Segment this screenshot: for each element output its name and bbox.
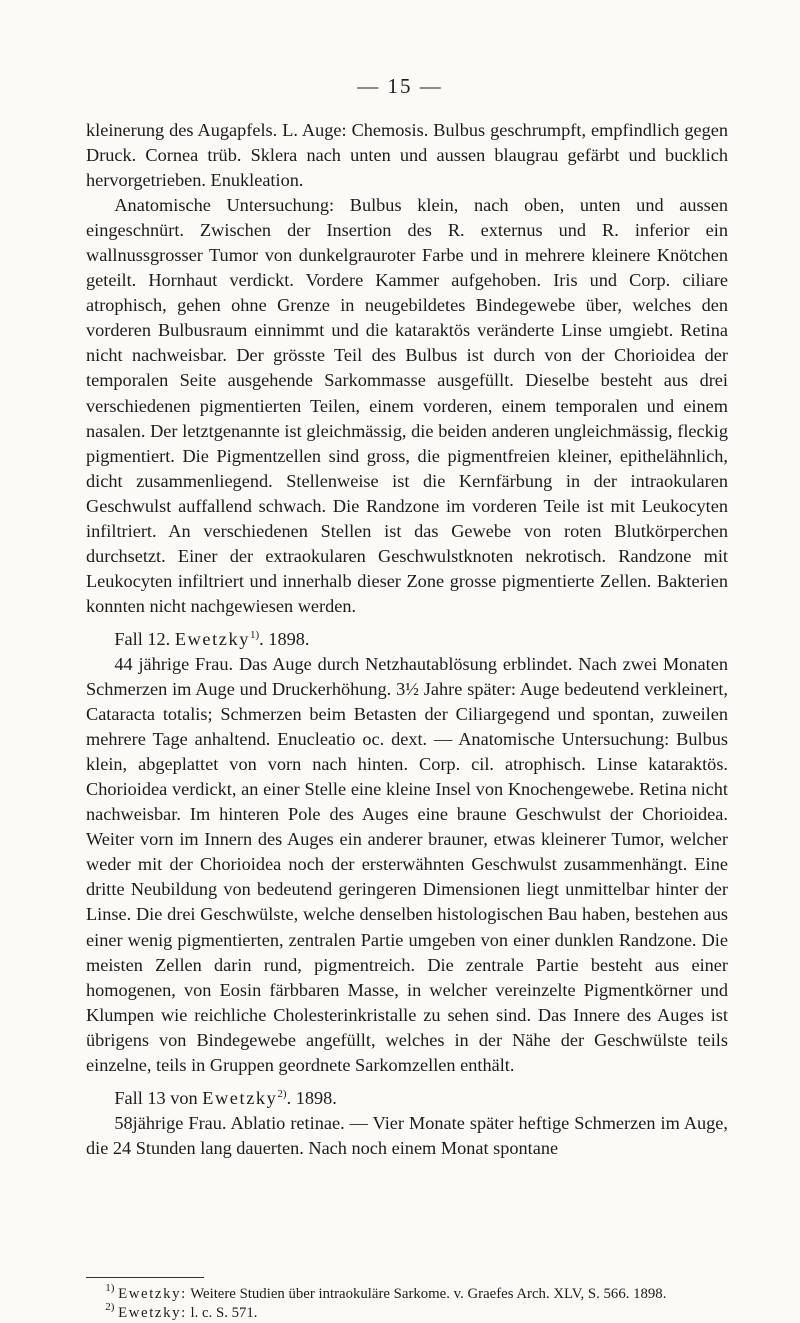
footnote-1-mark: 1) (105, 1282, 115, 1294)
case-13-year: . 1898. (286, 1087, 337, 1108)
footnote-divider (86, 1277, 204, 1278)
paragraph-continuation: kleinerung des Augapfels. L. Auge: Chemosis. Bulbus geschrumpft, empfindlich gegen Druck. Cornea trüb. Sklera nach unten und aussen blaugrau gefärbt und bucklich hervorgetrieben. Enukleation. (86, 120, 728, 191)
footnote-1 (86, 1282, 728, 1304)
paragraph-case-13: 58jährige Frau. Ablatio retinae. — Vier Monate später heftige Schmerzen im Auge, die 24 Stunden lang dauerten. Nach noch einem Monat spontane (86, 1112, 728, 1158)
footnote-ref-2: 2) (277, 1087, 287, 1100)
page-number: — 15 — (357, 74, 443, 98)
case-12-heading (86, 627, 728, 652)
footnote-1-text: Weitere Studien über intraokuläre Sarkome. v. Graefes Arch. XLV, S. 566. 1898. (190, 1286, 667, 1302)
case-13-author: Ewetzky (202, 1087, 278, 1108)
footnote-2-mark: 2) (105, 1301, 115, 1313)
footnotes (86, 1282, 728, 1323)
footnote-1-author: Ewetzky: (118, 1286, 187, 1302)
footnote-2-author: Ewetzky: (118, 1305, 187, 1321)
footnote-ref-1: 1) (249, 628, 260, 641)
main-text (86, 118, 728, 1161)
footnote-2-text: l. c. S. 571. (190, 1305, 258, 1321)
case-13-heading (86, 1086, 728, 1111)
case-13-label: Fall 13 von (114, 1087, 198, 1108)
case-12-label: Fall 12. (114, 628, 171, 649)
paragraph-case-12: 44 jährige Frau. Das Auge durch Netzhautablösung erblindet. Nach zwei Monaten Schmerzen im Auge und Druckerhöhung. 3½ Jahre später: Auge bedeutend verkleinert, Cataracta totalis; Schmerzen beim Betasten der Ciliargegend und spontan, zuweilen mehrere Tage anhaltend. Enucleatio oc. dext. — Anatomische Untersuchung: Bulbus klein, abgeplattet von vorn nach hinten. Corp. cil. atrophisch. Linse kataraktös. Chorioidea verdickt, an einer Stelle eine kleine Insel von Knochengewebe. Retina nicht nachweisbar. Im hinteren Pole des Auges eine braune Geschwulst der Chorioidea. Weiter vorn im Innern des Auges ein anderer brauner, etwas kleinerer Tumor, welcher weder mit der Chorioidea noch der ersterwähnten Geschwulst zusammenhängt. Eine dritte Neubildung von bedeutend geringeren Dimensionen liegt unmittelbar hinter der Linse. Die drei Geschwülste, welche denselben histologischen Bau haben, bestehen aus einer wenig pigmentierten, zentralen Partie umgeben von einer dunklen Randzone. Die meisten Zellen darin rund, pigmentreich. Die zentrale Partie besteht aus einer homogenen, von Eosin färbbaren Masse, in welcher vereinzelte Pigmentkörner und Klumpen wie reichliche Cholesterinkristalle zu sehen sind. Das Innere des Auges ist übrigens von Bindegewebe angefüllt, welches in der Nähe der Geschwülste teils einzelne, teils in Gruppen geordnete Sarkomzellen enthält. (86, 653, 728, 1075)
footnote-2 (86, 1301, 728, 1323)
case-12-author: Ewetzky (174, 628, 250, 649)
paragraph-anatomical-exam: Anatomische Untersuchung: Bulbus klein, nach oben, unten und aussen eingeschnürt. Zwischen der Insertion des R. externus und R. inferior ein wallnussgrosser Tumor von dunkelgrauroter Farbe und in mehrere kleinere Knötchen geteilt. Hornhaut verdickt. Vordere Kammer aufgehoben. Iris und Corp. ciliare atrophisch, gehen ohne Grenze in neugebildetes Bindegewebe über, welches den vorderen Bulbusraum einnimmt und die kataraktös veränderte Linse umgiebt. Retina nicht nachweisbar. Der grösste Teil des Bulbus ist durch von der Chorioidea der temporalen Seite ausgehende Sarkommasse ausgefüllt. Dieselbe besteht aus drei verschiedenen pigmentierten Teilen, einem vorderen, einem temporalen und einem nasalen. Der letztgenannte ist gleichmässig, die beiden anderen ungleichmässig, fleckig pigmentiert. Die Pigmentzellen sind gross, die pigmentfreien kleiner, epithelähnlich, dicht zusammenliegend. Stellenweise ist die Kernfärbung in der intraokularen Geschwulst auffallend schwach. Die Randzone im vorderen Teile ist mit Leukocyten infiltriert. An verschiedenen Stellen ist das Gewebe von roten Blutkörperchen durchsetzt. Einer der extraokularen Geschwulstknoten nekrotisch. Randzone mit Leukocyten infiltriert und innerhalb dieser Zone grosse pigmentierte Zellen. Bakterien konnten nicht nachgewiesen werden. (86, 195, 728, 616)
case-12-year: . 1898. (259, 628, 310, 649)
